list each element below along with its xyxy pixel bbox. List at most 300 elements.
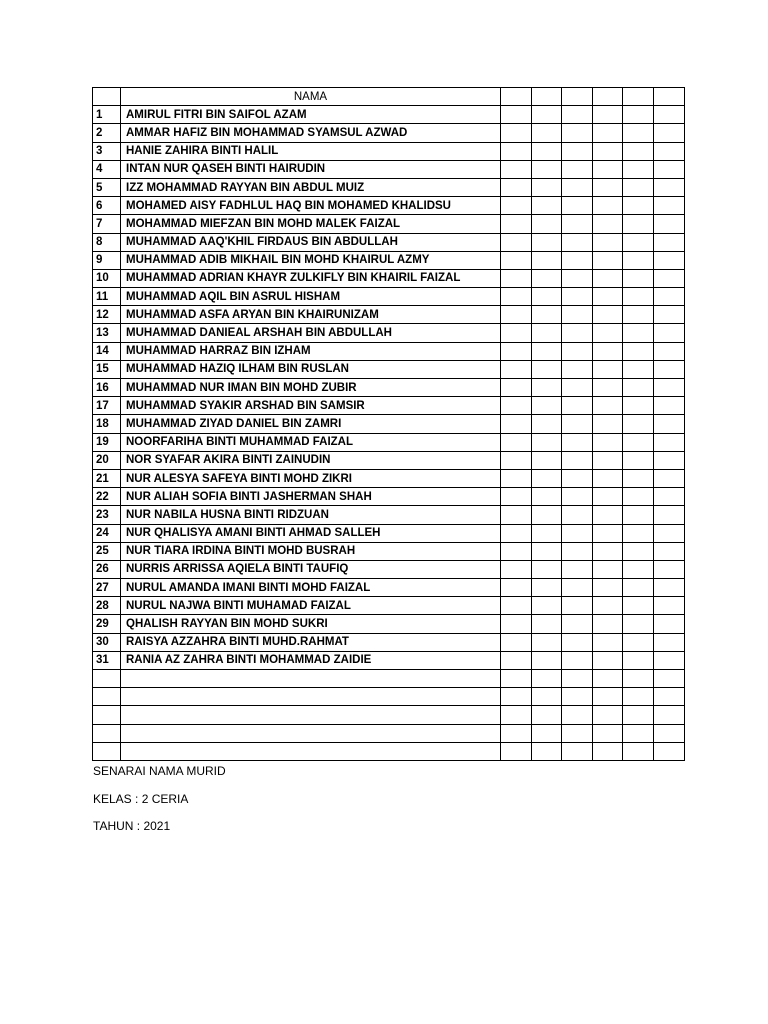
student-name: MUHAMMAD HAZIQ ILHAM BIN RUSLAN xyxy=(121,360,501,378)
check-cell xyxy=(501,415,532,433)
table-row xyxy=(93,233,685,251)
row-number: 25 xyxy=(93,542,121,560)
check-cell xyxy=(501,542,532,560)
student-name: MUHAMMAD SYAKIR ARSHAD BIN SAMSIR xyxy=(121,397,501,415)
check-cell xyxy=(562,142,593,160)
check-cell xyxy=(653,233,684,251)
check-cell xyxy=(623,251,654,269)
check-cell xyxy=(562,397,593,415)
row-number: 21 xyxy=(93,469,121,487)
row-number: 19 xyxy=(93,433,121,451)
check-cell xyxy=(592,106,623,124)
check-cell xyxy=(592,160,623,178)
table-row xyxy=(93,415,685,433)
student-name: QHALISH RAYYAN BIN MOHD SUKRI xyxy=(121,615,501,633)
row-number: 12 xyxy=(93,306,121,324)
check-cell xyxy=(653,397,684,415)
check-cell xyxy=(592,488,623,506)
row-number: 14 xyxy=(93,342,121,360)
row-number xyxy=(93,724,121,742)
check-cell xyxy=(562,415,593,433)
header-check-cell xyxy=(501,88,532,106)
student-name: MUHAMMAD ADRIAN KHAYR ZULKIFLY BIN KHAIRIL FAIZAL xyxy=(121,269,501,287)
table-row xyxy=(93,269,685,287)
student-name: NUR ALIAH SOFIA BINTI JASHERMAN SHAH xyxy=(121,488,501,506)
check-cell xyxy=(562,306,593,324)
row-number: 31 xyxy=(93,651,121,669)
check-cell xyxy=(531,433,562,451)
check-cell xyxy=(592,342,623,360)
check-cell xyxy=(623,742,654,760)
check-cell xyxy=(653,379,684,397)
check-cell xyxy=(623,269,654,287)
check-cell xyxy=(592,579,623,597)
check-cell xyxy=(531,215,562,233)
row-number: 5 xyxy=(93,178,121,196)
check-cell xyxy=(562,106,593,124)
check-cell xyxy=(531,724,562,742)
table-row xyxy=(93,160,685,178)
check-cell xyxy=(531,324,562,342)
row-number xyxy=(93,706,121,724)
student-name: MOHAMED AISY FADHLUL HAQ BIN MOHAMED KHALIDSU xyxy=(121,197,501,215)
table-row xyxy=(93,615,685,633)
check-cell xyxy=(592,251,623,269)
table-row xyxy=(93,433,685,451)
check-cell xyxy=(501,288,532,306)
table-row xyxy=(93,106,685,124)
check-cell xyxy=(531,142,562,160)
row-number: 4 xyxy=(93,160,121,178)
row-number: 9 xyxy=(93,251,121,269)
check-cell xyxy=(623,724,654,742)
check-cell xyxy=(501,615,532,633)
check-cell xyxy=(623,469,654,487)
check-cell xyxy=(562,488,593,506)
list-title: SENARAI NAMA MURID xyxy=(93,764,226,778)
table-row xyxy=(93,651,685,669)
check-cell xyxy=(501,724,532,742)
check-cell xyxy=(623,542,654,560)
check-cell xyxy=(562,615,593,633)
check-cell xyxy=(562,688,593,706)
student-name xyxy=(121,670,501,688)
check-cell xyxy=(562,469,593,487)
check-cell xyxy=(501,342,532,360)
check-cell xyxy=(592,197,623,215)
check-cell xyxy=(653,542,684,560)
student-name: MUHAMMAD AQIL BIN ASRUL HISHAM xyxy=(121,288,501,306)
row-number: 22 xyxy=(93,488,121,506)
table-row xyxy=(93,488,685,506)
check-cell xyxy=(562,633,593,651)
table-row xyxy=(93,633,685,651)
check-cell xyxy=(531,688,562,706)
table-row xyxy=(93,215,685,233)
table-row xyxy=(93,360,685,378)
student-name: MUHAMMAD HARRAZ BIN IZHAM xyxy=(121,342,501,360)
student-name: NURRIS ARRISSA AQIELA BINTI TAUFIQ xyxy=(121,560,501,578)
check-cell xyxy=(501,106,532,124)
row-number xyxy=(93,742,121,760)
check-cell xyxy=(501,670,532,688)
check-cell xyxy=(623,233,654,251)
row-number: 23 xyxy=(93,506,121,524)
row-number: 26 xyxy=(93,560,121,578)
check-cell xyxy=(562,324,593,342)
check-cell xyxy=(623,379,654,397)
check-cell xyxy=(653,488,684,506)
check-cell xyxy=(623,433,654,451)
check-cell xyxy=(592,124,623,142)
check-cell xyxy=(562,742,593,760)
header-check-cell xyxy=(653,88,684,106)
check-cell xyxy=(592,706,623,724)
student-name: MUHAMMAD ADIB MIKHAIL BIN MOHD KHAIRUL AZMY xyxy=(121,251,501,269)
check-cell xyxy=(531,178,562,196)
check-cell xyxy=(623,651,654,669)
table-row xyxy=(93,506,685,524)
check-cell xyxy=(531,106,562,124)
check-cell xyxy=(653,433,684,451)
row-number: 7 xyxy=(93,215,121,233)
blank-row xyxy=(93,670,685,688)
check-cell xyxy=(623,415,654,433)
check-cell xyxy=(501,124,532,142)
student-name: MUHAMMAD ASFA ARYAN BIN KHAIRUNIZAM xyxy=(121,306,501,324)
student-name: MUHAMMAD ZIYAD DANIEL BIN ZAMRI xyxy=(121,415,501,433)
check-cell xyxy=(501,433,532,451)
check-cell xyxy=(592,215,623,233)
check-cell xyxy=(592,233,623,251)
student-name xyxy=(121,688,501,706)
check-cell xyxy=(501,706,532,724)
table-row xyxy=(93,542,685,560)
check-cell xyxy=(501,451,532,469)
check-cell xyxy=(592,360,623,378)
check-cell xyxy=(592,469,623,487)
check-cell xyxy=(531,579,562,597)
check-cell xyxy=(501,688,532,706)
check-cell xyxy=(592,742,623,760)
student-name: NUR NABILA HUSNA BINTI RIDZUAN xyxy=(121,506,501,524)
check-cell xyxy=(501,269,532,287)
check-cell xyxy=(592,633,623,651)
student-name: AMMAR HAFIZ BIN MOHAMMAD SYAMSUL AZWAD xyxy=(121,124,501,142)
check-cell xyxy=(562,215,593,233)
table-row xyxy=(93,560,685,578)
check-cell xyxy=(623,360,654,378)
check-cell xyxy=(653,597,684,615)
table-row xyxy=(93,469,685,487)
check-cell xyxy=(501,306,532,324)
check-cell xyxy=(592,178,623,196)
table-row xyxy=(93,178,685,196)
row-number: 28 xyxy=(93,597,121,615)
header-check-cell xyxy=(562,88,593,106)
row-number: 17 xyxy=(93,397,121,415)
table-row xyxy=(93,524,685,542)
check-cell xyxy=(501,379,532,397)
check-cell xyxy=(592,415,623,433)
check-cell xyxy=(592,651,623,669)
check-cell xyxy=(531,251,562,269)
check-cell xyxy=(623,488,654,506)
check-cell xyxy=(531,269,562,287)
check-cell xyxy=(531,597,562,615)
student-name: NURUL NAJWA BINTI MUHAMAD FAIZAL xyxy=(121,597,501,615)
check-cell xyxy=(623,633,654,651)
check-cell xyxy=(562,124,593,142)
student-name: RANIA AZ ZAHRA BINTI MOHAMMAD ZAIDIE xyxy=(121,651,501,669)
check-cell xyxy=(592,451,623,469)
check-cell xyxy=(501,142,532,160)
check-cell xyxy=(531,415,562,433)
check-cell xyxy=(623,160,654,178)
check-cell xyxy=(531,342,562,360)
check-cell xyxy=(653,178,684,196)
check-cell xyxy=(653,251,684,269)
check-cell xyxy=(653,670,684,688)
check-cell xyxy=(653,215,684,233)
check-cell xyxy=(623,306,654,324)
table-row xyxy=(93,306,685,324)
check-cell xyxy=(592,560,623,578)
check-cell xyxy=(562,379,593,397)
header-number-cell xyxy=(93,88,121,106)
table-row xyxy=(93,379,685,397)
blank-row xyxy=(93,688,685,706)
table-row xyxy=(93,142,685,160)
table-row xyxy=(93,579,685,597)
row-number: 8 xyxy=(93,233,121,251)
check-cell xyxy=(653,269,684,287)
check-cell xyxy=(562,360,593,378)
check-cell xyxy=(623,506,654,524)
row-number: 15 xyxy=(93,360,121,378)
check-cell xyxy=(501,742,532,760)
row-number: 1 xyxy=(93,106,121,124)
row-number: 16 xyxy=(93,379,121,397)
check-cell xyxy=(531,306,562,324)
check-cell xyxy=(592,288,623,306)
check-cell xyxy=(623,288,654,306)
check-cell xyxy=(592,142,623,160)
check-cell xyxy=(531,288,562,306)
check-cell xyxy=(562,560,593,578)
check-cell xyxy=(531,670,562,688)
check-cell xyxy=(562,524,593,542)
check-cell xyxy=(501,160,532,178)
check-cell xyxy=(623,706,654,724)
check-cell xyxy=(531,633,562,651)
row-number: 29 xyxy=(93,615,121,633)
student-name: NUR QHALISYA AMANI BINTI AHMAD SALLEH xyxy=(121,524,501,542)
check-cell xyxy=(653,524,684,542)
check-cell xyxy=(531,197,562,215)
check-cell xyxy=(562,178,593,196)
check-cell xyxy=(501,560,532,578)
check-cell xyxy=(501,324,532,342)
header-check-cell xyxy=(623,88,654,106)
row-number: 30 xyxy=(93,633,121,651)
check-cell xyxy=(531,451,562,469)
check-cell xyxy=(562,451,593,469)
check-cell xyxy=(501,397,532,415)
check-cell xyxy=(592,542,623,560)
check-cell xyxy=(562,197,593,215)
year-label: TAHUN : 2021 xyxy=(93,819,171,833)
check-cell xyxy=(592,615,623,633)
check-cell xyxy=(653,451,684,469)
check-cell xyxy=(531,160,562,178)
check-cell xyxy=(531,524,562,542)
check-cell xyxy=(653,615,684,633)
check-cell xyxy=(562,651,593,669)
check-cell xyxy=(592,306,623,324)
check-cell xyxy=(623,342,654,360)
student-name: NOORFARIHA BINTI MUHAMMAD FAIZAL xyxy=(121,433,501,451)
student-name: MUHAMMAD NUR IMAN BIN MOHD ZUBIR xyxy=(121,379,501,397)
check-cell xyxy=(653,360,684,378)
table-row xyxy=(93,288,685,306)
check-cell xyxy=(592,688,623,706)
check-cell xyxy=(592,379,623,397)
check-cell xyxy=(562,542,593,560)
check-cell xyxy=(501,178,532,196)
check-cell xyxy=(653,469,684,487)
table-row xyxy=(93,342,685,360)
check-cell xyxy=(592,724,623,742)
check-cell xyxy=(501,488,532,506)
check-cell xyxy=(653,288,684,306)
check-cell xyxy=(531,615,562,633)
check-cell xyxy=(653,579,684,597)
row-number: 11 xyxy=(93,288,121,306)
check-cell xyxy=(653,342,684,360)
student-name: HANIE ZAHIRA BINTI HALIL xyxy=(121,142,501,160)
blank-row xyxy=(93,706,685,724)
check-cell xyxy=(562,670,593,688)
student-name xyxy=(121,706,501,724)
table-row xyxy=(93,197,685,215)
check-cell xyxy=(501,633,532,651)
check-cell xyxy=(592,597,623,615)
table-row xyxy=(93,451,685,469)
row-number: 10 xyxy=(93,269,121,287)
check-cell xyxy=(562,251,593,269)
student-name: NURUL AMANDA IMANI BINTI MOHD FAIZAL xyxy=(121,579,501,597)
check-cell xyxy=(501,651,532,669)
check-cell xyxy=(531,233,562,251)
check-cell xyxy=(501,579,532,597)
check-cell xyxy=(623,178,654,196)
check-cell xyxy=(562,433,593,451)
row-number xyxy=(93,670,121,688)
check-cell xyxy=(653,651,684,669)
check-cell xyxy=(653,306,684,324)
check-cell xyxy=(592,433,623,451)
row-number: 27 xyxy=(93,579,121,597)
header-check-cell xyxy=(531,88,562,106)
check-cell xyxy=(653,324,684,342)
check-cell xyxy=(501,469,532,487)
check-cell xyxy=(501,506,532,524)
check-cell xyxy=(592,269,623,287)
student-name xyxy=(121,724,501,742)
header-name-cell: NAMA xyxy=(121,88,501,106)
check-cell xyxy=(653,633,684,651)
row-number: 2 xyxy=(93,124,121,142)
check-cell xyxy=(653,197,684,215)
check-cell xyxy=(531,397,562,415)
row-number: 6 xyxy=(93,197,121,215)
check-cell xyxy=(562,579,593,597)
check-cell xyxy=(623,670,654,688)
check-cell xyxy=(531,742,562,760)
check-cell xyxy=(562,233,593,251)
check-cell xyxy=(531,542,562,560)
check-cell xyxy=(562,288,593,306)
check-cell xyxy=(653,742,684,760)
check-cell xyxy=(653,160,684,178)
check-cell xyxy=(653,560,684,578)
row-number: 18 xyxy=(93,415,121,433)
check-cell xyxy=(623,142,654,160)
check-cell xyxy=(501,597,532,615)
check-cell xyxy=(562,597,593,615)
check-cell xyxy=(562,160,593,178)
check-cell xyxy=(592,670,623,688)
check-cell xyxy=(531,651,562,669)
check-cell xyxy=(623,524,654,542)
check-cell xyxy=(501,233,532,251)
student-name: NUR TIARA IRDINA BINTI MOHD BUSRAH xyxy=(121,542,501,560)
check-cell xyxy=(501,197,532,215)
check-cell xyxy=(592,397,623,415)
roster-body xyxy=(93,106,685,761)
check-cell xyxy=(531,706,562,724)
check-cell xyxy=(531,560,562,578)
check-cell xyxy=(653,124,684,142)
row-number: 24 xyxy=(93,524,121,542)
check-cell xyxy=(653,688,684,706)
check-cell xyxy=(592,324,623,342)
class-label: KELAS : 2 CERIA xyxy=(93,792,189,806)
table-row xyxy=(93,324,685,342)
table-row xyxy=(93,397,685,415)
blank-row xyxy=(93,742,685,760)
check-cell xyxy=(623,106,654,124)
row-number: 3 xyxy=(93,142,121,160)
check-cell xyxy=(531,360,562,378)
check-cell xyxy=(592,524,623,542)
student-name: MUHAMMAD AAQ'KHIL FIRDAUS BIN ABDULLAH xyxy=(121,233,501,251)
check-cell xyxy=(562,724,593,742)
row-number: 20 xyxy=(93,451,121,469)
check-cell xyxy=(562,706,593,724)
blank-row xyxy=(93,724,685,742)
check-cell xyxy=(623,597,654,615)
check-cell xyxy=(653,724,684,742)
check-cell xyxy=(653,415,684,433)
check-cell xyxy=(531,124,562,142)
student-name: INTAN NUR QASEH BINTI HAIRUDIN xyxy=(121,160,501,178)
check-cell xyxy=(501,215,532,233)
student-name: NUR ALESYA SAFEYA BINTI MOHD ZIKRI xyxy=(121,469,501,487)
check-cell xyxy=(623,324,654,342)
check-cell xyxy=(562,506,593,524)
